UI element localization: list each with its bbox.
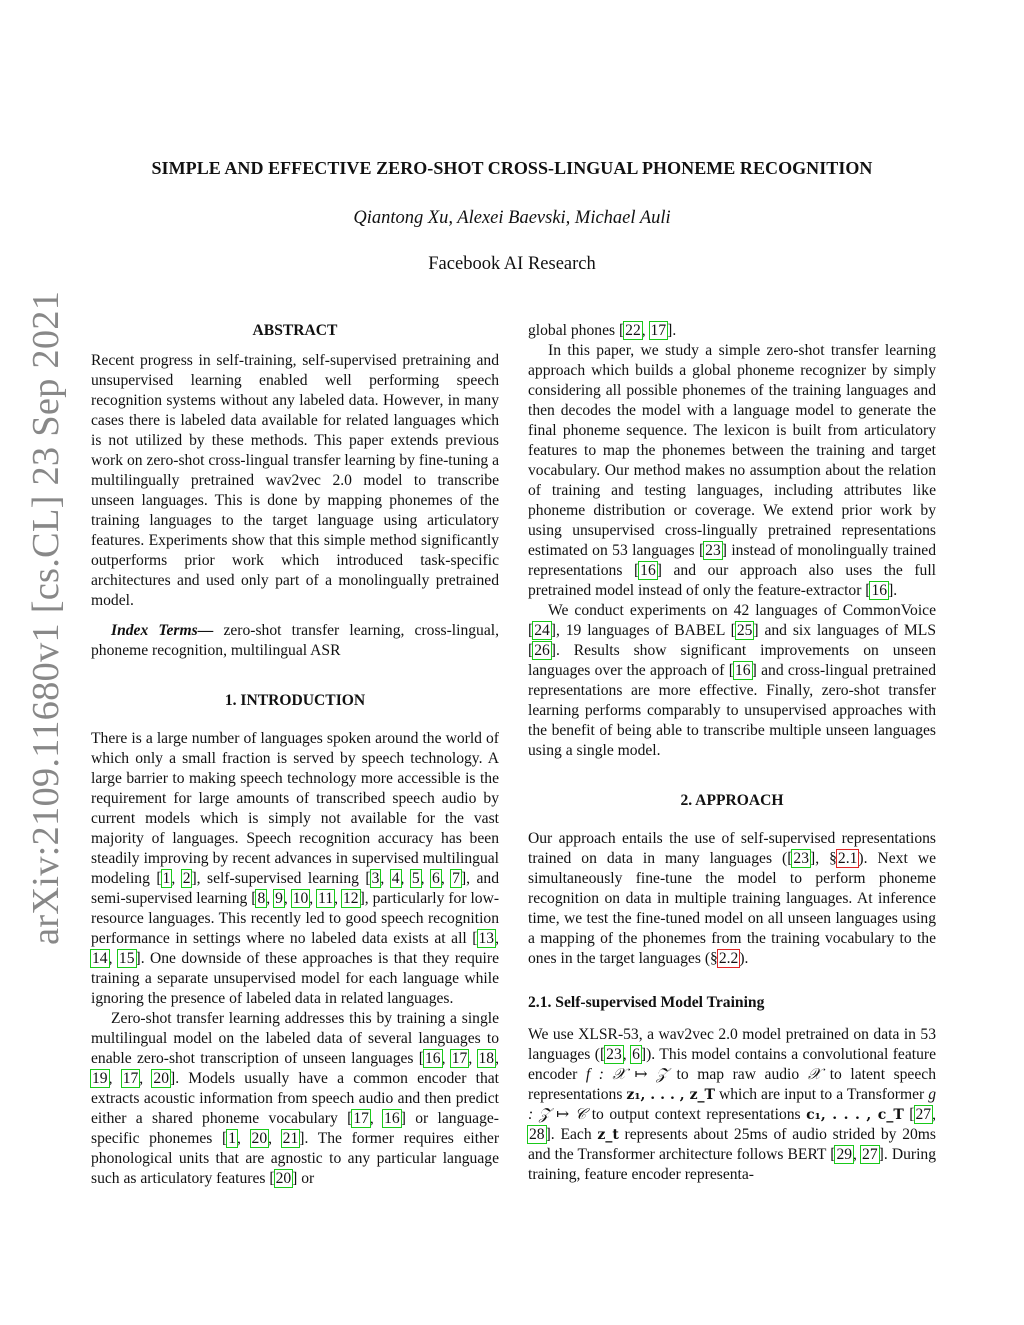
abstract-text: Recent progress in self-training, self-supervised pretraining and unsupervised learning enabled well performing speech recognition systems without any labeled data. However, in many cases there is labeled data available for related languages which is not utilized by these methods. This paper extends previous work on zero-shot cross-lingual transfer learning by fine-tuning a multilingually pretrained wav2vec 2.0 model to transcribe unseen languages. This is done by mapping phonemes of the training languages to the target language using articulatory features. Experiments show that this simple method significantly outperforms prior work which introduced task-specific architectures and used only part of a monolingually pretrained model.	[91, 352, 499, 609]
text-run: ]. During training, feature encoder representa-	[528, 1146, 937, 1183]
text-run: ] instead of monolingually trained representations [	[528, 542, 936, 579]
citation-link[interactable]: 16	[384, 1110, 400, 1127]
citation-link[interactable]: 20	[251, 1130, 268, 1147]
math-expression: f : 𝒳 ↦ 𝒵	[585, 1066, 668, 1083]
citation-link[interactable]: 23	[793, 850, 809, 867]
citation-link[interactable]: 16	[424, 1050, 441, 1067]
citation-link[interactable]: 19	[92, 1070, 108, 1087]
text-run: to output context representations	[586, 1106, 807, 1123]
text-run: ].	[667, 322, 677, 339]
citation-link[interactable]: 20	[275, 1170, 292, 1187]
citation-link[interactable]: 26	[534, 642, 550, 659]
right-column	[528, 321, 936, 1185]
text-run: ] and six languages of MLS [	[528, 622, 936, 659]
citation-link[interactable]: 23	[705, 542, 721, 559]
citation-link[interactable]: 20	[153, 1070, 169, 1087]
citation-link[interactable]: 5	[411, 870, 420, 887]
text-run: In this paper, we study a simple zero-shot transfer learning approach which builds a global phoneme recognizer by simply considering all possible phonemes of the training languages and then decodes the model with a language model to generate the final phoneme sequence. The lexicon is built from articulatory features to map the phonemes between the training and target vocabulary. Our method makes no assumption about the relation of training and testing languages, including attributes like phoneme distribution or coverage. We extend prior work by using unsupervised cross-lingually pretrained representations estimated on 53 languages [	[528, 342, 936, 559]
text-run: global phones [	[528, 322, 625, 339]
text-run: ], and semi-supervised learning [	[91, 870, 500, 907]
citation-link[interactable]: 27	[915, 1106, 932, 1123]
index-terms-label: Index Terms—	[111, 622, 214, 639]
citation-link[interactable]: 16	[735, 662, 751, 679]
text-run: to latent speech representations	[528, 1066, 936, 1103]
text-run: ].	[888, 582, 898, 599]
citation-link[interactable]: 28	[529, 1126, 545, 1143]
citation-link[interactable]: 15	[118, 950, 135, 967]
text-run: ]. The former requires either phonological units that are agnostic to any particular language such as articulatory features [	[91, 1130, 500, 1187]
text-run: ] and cross-lingual pretrained representations are more effective. Finally, zero-shot transfer learning performs comparably to unsupervised approaches with the benefit of being able to transcribe multiple unseen languages using a single model.	[528, 662, 936, 759]
citation-link[interactable]: 16	[640, 562, 656, 579]
citation-link[interactable]: 22	[625, 322, 641, 339]
abstract-heading: ABSTRACT	[252, 322, 338, 339]
text-run: [	[903, 1106, 915, 1123]
text-run: to map raw audio	[667, 1066, 808, 1083]
citation-link[interactable]: 13	[478, 930, 495, 947]
text-run: ], §	[810, 850, 837, 867]
math-expression: g : 𝒵 ↦ 𝒞	[528, 1086, 936, 1123]
intro-paragraph-4	[528, 601, 936, 761]
section-link[interactable]: 2.2	[718, 950, 739, 967]
text-run: ]. Results show significant improvements on unseen languages over the approach of [	[528, 642, 936, 679]
text-run: ] or	[292, 1170, 315, 1187]
text-run: represents about 25ms of audio strided by 20ms and the Transformer architecture follows BERT [	[528, 1126, 936, 1163]
math-expression: 𝒳	[807, 1066, 822, 1083]
citation-link[interactable]: 24	[534, 622, 550, 639]
text-run: ], self-supervised learning [	[191, 870, 371, 887]
arxiv-identifier: arXiv:2109.11680v1 [cs.CL] 23 Sep 2021	[25, 290, 67, 945]
citation-link[interactable]: 9	[275, 890, 283, 907]
citation-link[interactable]: 1	[228, 1130, 236, 1147]
citation-link[interactable]: 8	[257, 890, 266, 907]
approach-heading: 2. APPROACH	[680, 792, 784, 809]
text-run: ).	[739, 950, 749, 967]
text-run: ]. One downside of these approaches is that they require training a separate unsupervised model for each language while ignoring the presence of labeled data in related languages.	[91, 950, 499, 1007]
text-run: which are input to a Transformer	[714, 1086, 929, 1103]
text-run: ). Next we simultaneously fine-tune the model to perform phoneme recognition on data in multiple training languages. At inference time, we test the fine-tuned model on all unseen languages using a mapping of the phonemes from the training vocabulary to the ones in the target languages (§	[528, 850, 937, 967]
intro-paragraph-1: There is a large number of languages spoken around the world of which only a small fraction is served by speech technology. A large barrier to making speech technology more accessible is the requirement for large amounts of transcribed speech audio by current models which is simply not available for the vast majority of languages. Speech recognition accuracy has been steadily improving by recent advances in supervised multilingual modeling [1, 2], self-supervised learning [3, 4, 5, 6, 7], and semi-supervised learning [8, 9, 10, 11, 12], particularly for low-resource languages. This recently led to good speech recognition performance in settings where no labeled data exists at all [13, 14, 15]. One downside of these approaches is that they require training a separate unsupervised model for each language while ignoring the presence of labeled data in related languages.	[91, 730, 500, 1007]
citation-link[interactable]: 25	[736, 622, 753, 639]
citation-link[interactable]: 2	[182, 870, 191, 887]
citation-link[interactable]: 21	[282, 1130, 299, 1147]
math-expression: z₁, . . . , z_T	[626, 1087, 715, 1103]
citation-link[interactable]: 17	[650, 322, 667, 339]
subsection-heading: 2.1. Self-supervised Model Training	[528, 994, 765, 1011]
citation-link[interactable]: 18	[478, 1050, 495, 1067]
math-expression: c₁, . . . , c_T	[806, 1107, 904, 1123]
citation-link[interactable]: 23	[606, 1046, 622, 1063]
intro-heading: 1. INTRODUCTION	[224, 692, 366, 709]
text-run: ], particularly for low-resource languages. This recently led to good speech recognition performance in settings where no labeled data exists at all [	[91, 890, 500, 947]
text-run: ]). This model contains a convolutional feature encoder	[528, 1046, 937, 1083]
text-run: There is a large number of languages spoken around the world of which only a small fraction is served by speech technology. A large barrier to making speech technology more accessible is the requirement for large amounts of transcribed speech audio by current models which is simply not available for the vast majority of languages. Speech recognition accuracy has been steadily improving by recent advances in supervised multilingual modeling [	[91, 730, 499, 887]
index-terms	[91, 621, 499, 661]
section-link[interactable]: 2.1	[837, 850, 858, 867]
index-terms-text: zero-shot transfer learning, cross-lingual, phoneme recognition, multilingual ASR	[91, 622, 500, 659]
citation-link[interactable]: 12	[342, 890, 359, 907]
text-run: ], 19 languages of BABEL [	[550, 622, 736, 639]
citation-link[interactable]: 17	[122, 1070, 139, 1087]
paper-title: SIMPLE AND EFFECTIVE ZERO-SHOT CROSS-LINGUAL PHONEME RECOGNITION	[151, 158, 873, 178]
left-column	[91, 321, 499, 1189]
text-run: Zero-shot transfer learning addresses this by training a single multilingual model on the labeled data of several languages to enable zero-shot transcription of unseen languages [	[91, 1010, 499, 1067]
citation-link[interactable]: 10	[292, 890, 309, 907]
text-run: We conduct experiments on 42 languages of CommonVoice [	[528, 602, 936, 639]
text-run: ]. Models usually have a common encoder that extracts acoustic information from speech audio and then predict either a shared phoneme vocabulary [	[91, 1070, 500, 1127]
intro-paragraph-3	[528, 341, 936, 601]
citation-link[interactable]: 3	[371, 870, 380, 887]
text-run: Our approach entails the use of self-supervised representations trained on data in many languages ([	[528, 830, 936, 867]
citation-link[interactable]: 14	[92, 950, 108, 967]
affiliation: Facebook AI Research	[428, 254, 596, 274]
math-expression: z_t	[597, 1127, 619, 1143]
citation-link[interactable]: 16	[871, 582, 888, 599]
text-run: ] or language-specific phonemes [	[91, 1110, 500, 1147]
citation-link[interactable]: 17	[451, 1050, 468, 1067]
citation-link[interactable]: 6	[432, 870, 440, 887]
ssl-paragraph: We use XLSR-53, a wav2vec 2.0 model pretrained on data in 53 languages ([23, 6]). This model contains a convolutional feature encoder f : 𝒳 ↦ 𝒵 to map raw audio 𝒳 to latent speech representations z₁, . . . , z_T which are input to a Transformer g : 𝒵 ↦ 𝒞 to output context representations c₁, . . . , c_T [27, 28]. Each z_t represents about 25ms of audio strided by 20ms and the Transformer architecture follows BERT [29, 27]. During training, feature encoder representa-	[528, 1026, 937, 1183]
citation-link[interactable]: 4	[391, 870, 400, 887]
text-run: ]. Each	[545, 1126, 598, 1143]
text-run: ] and our approach also uses the full pretrained model instead of only the feature-extractor [	[528, 562, 937, 599]
citation-link[interactable]: 29	[836, 1146, 853, 1163]
intro-paragraph-2: Zero-shot transfer learning addresses this by training a single multilingual model on the labeled data of several languages to enable zero-shot transcription of unseen languages [16, 17, 18, 19, 17, 20]. Models usually have a common encoder that extracts acoustic information from speech audio and then predict either a shared phoneme vocabulary [17, 16] or language-specific phonemes [1, 20, 21]. The former requires either phonological units that are agnostic to any particular language such as articulatory features [20] or	[91, 1010, 500, 1187]
intro-continuation: global phones [22, 17].	[528, 322, 677, 339]
citation-link[interactable]: 17	[353, 1110, 369, 1127]
author-list: Qiantong Xu, Alexei Baevski, Michael Auli	[353, 208, 671, 228]
citation-link[interactable]: 6	[632, 1046, 640, 1063]
text-run: We use XLSR-53, a wav2vec 2.0 model pretrained on data in 53 languages ([	[528, 1026, 936, 1063]
citation-link[interactable]: 11	[318, 890, 334, 907]
citation-link[interactable]: 7	[452, 870, 460, 887]
citation-link[interactable]: 27	[862, 1146, 878, 1163]
citation-link[interactable]: 1	[162, 870, 171, 887]
approach-paragraph	[528, 829, 936, 969]
